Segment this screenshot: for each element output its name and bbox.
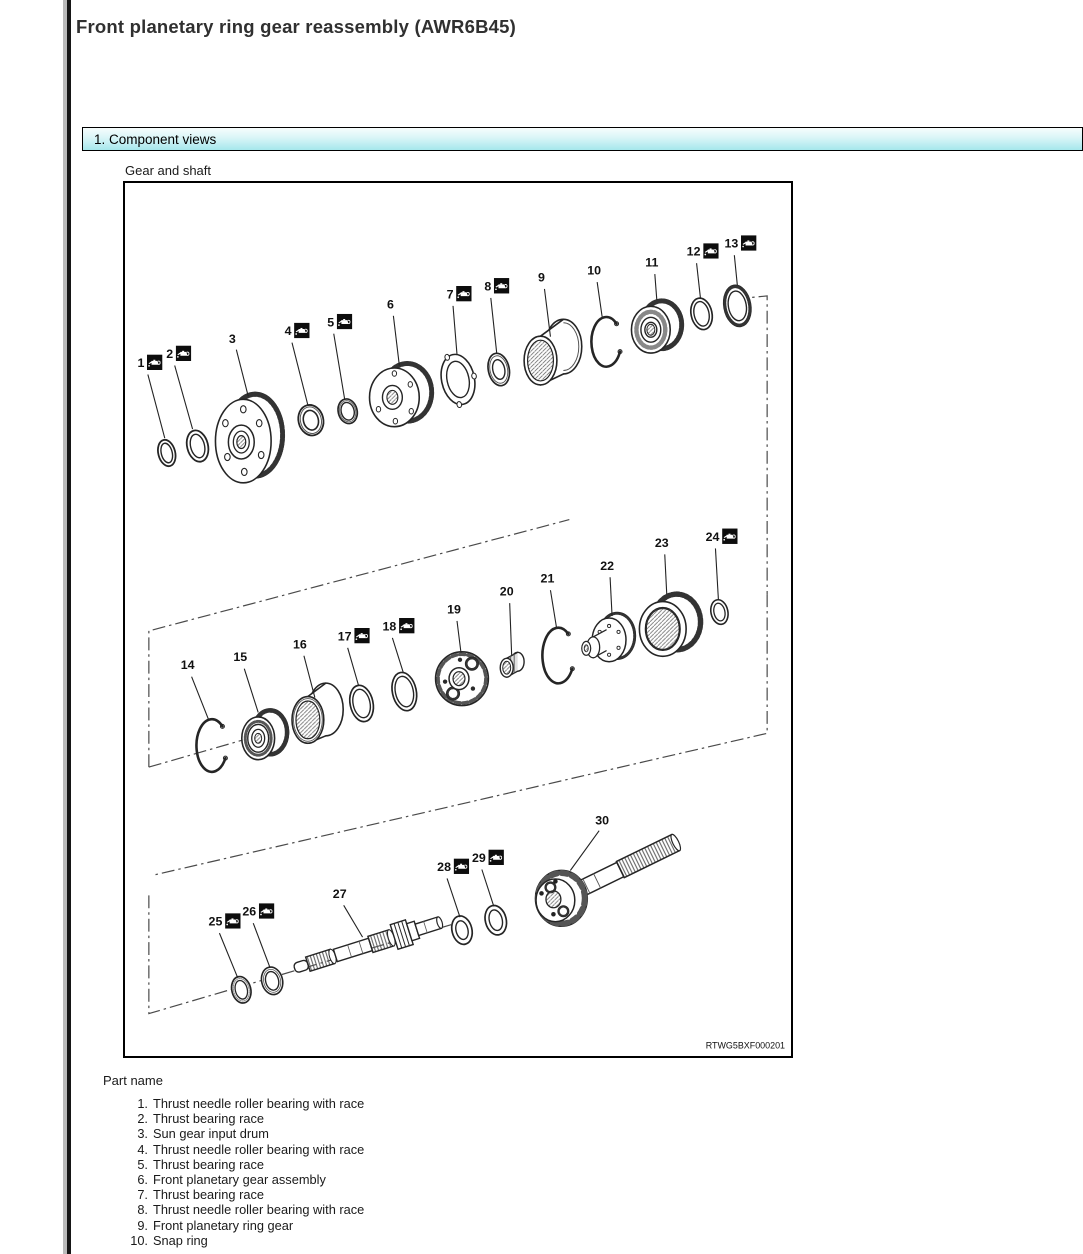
callout-leader-line	[148, 374, 165, 438]
callout-leader-line	[491, 298, 497, 354]
callout-leader-line	[544, 289, 550, 337]
section-header-bar	[82, 127, 1083, 151]
callout-number-13: 13	[724, 236, 739, 251]
part-29-race	[482, 903, 509, 937]
callout-number-6: 6	[386, 297, 394, 312]
part-list-item	[110, 1187, 364, 1202]
callout-leader-line	[253, 923, 270, 968]
callout-number-25: 25	[208, 914, 223, 929]
oil-can-icon	[454, 859, 469, 874]
part-list-item	[110, 1111, 364, 1126]
part-19-planetary-carrier	[436, 652, 489, 706]
oil-can-icon	[176, 346, 191, 361]
callout-leader-line	[453, 306, 457, 355]
oil-can-icon	[337, 314, 352, 329]
callout-number-16: 16	[293, 637, 307, 652]
callout-number-8: 8	[484, 279, 492, 294]
callout-number-15: 15	[233, 650, 248, 665]
part-name-text: Snap ring	[153, 1232, 208, 1248]
callout-leader-line	[304, 656, 315, 698]
oil-can-icon	[147, 355, 162, 370]
part-9-front-planetary-ring-gear	[524, 319, 582, 385]
callout-leader-line	[550, 590, 556, 627]
part-name-text: Sun gear input drum	[153, 1126, 269, 1142]
part-list-item	[110, 1126, 364, 1141]
part-name-text: Thrust needle roller bearing with race	[153, 1141, 365, 1157]
part-3-sun-gear-input-drum	[215, 392, 284, 482]
part-name-text: Thrust needle roller bearing with race	[153, 1096, 365, 1111]
oil-can-icon	[741, 235, 756, 250]
callout-number-23: 23	[654, 535, 669, 550]
callout-number-21: 21	[540, 571, 555, 586]
callout-number-10: 10	[587, 263, 602, 278]
part-26-washer	[259, 965, 286, 997]
callout-number-5: 5	[327, 315, 335, 330]
part-number: 1.	[137, 1096, 148, 1111]
part-list-item	[110, 1157, 364, 1172]
part-8-thrust-needle-bearing	[485, 351, 512, 387]
part-list-item	[110, 1202, 364, 1217]
frame-divider-dark	[67, 0, 71, 1254]
callout-leader-line	[393, 316, 399, 366]
part-11-bearing-gear	[631, 299, 683, 353]
callout-leader-line	[219, 933, 237, 977]
callout-leader-line	[610, 577, 612, 616]
part-1-thrust-needle-bearing	[155, 438, 178, 468]
callout-number-29: 29	[471, 851, 486, 866]
part-number: 8.	[137, 1202, 148, 1218]
part-30-output-shaft-assembly	[536, 833, 683, 926]
part-number: 7.	[137, 1187, 148, 1203]
part-24-race	[709, 598, 731, 626]
oil-can-icon	[294, 323, 309, 338]
callout-number-1: 1	[137, 356, 145, 371]
callout-number-7: 7	[446, 287, 454, 302]
callout-number-11: 11	[645, 255, 659, 270]
callout-number-30: 30	[595, 813, 610, 828]
callout-leader-line	[292, 343, 308, 406]
callout-number-24: 24	[705, 529, 720, 544]
part-7-thrust-bearing-race	[436, 349, 482, 410]
part-list-item	[110, 1142, 364, 1157]
part-22-sun-gear	[582, 613, 636, 662]
callout-leader-line	[457, 621, 461, 653]
callout-number-20: 20	[499, 584, 514, 599]
callout-number-27: 27	[332, 886, 347, 901]
part-10-snap-ring	[591, 317, 622, 367]
callout-number-19: 19	[447, 602, 461, 617]
part-number: 3.	[137, 1126, 148, 1142]
part-list-item	[110, 1233, 364, 1248]
oil-can-icon	[703, 243, 718, 258]
oil-can-icon	[354, 628, 369, 643]
callout-leader-line	[344, 905, 363, 937]
part-name-text: Thrust bearing race	[153, 1111, 264, 1127]
part-name-text: Front planetary gear assembly	[153, 1172, 326, 1188]
part-4-thrust-needle-bearing	[295, 402, 327, 438]
part-number: 10.	[130, 1232, 148, 1248]
part-name-text: Thrust bearing race	[153, 1156, 264, 1172]
part-27-input-shaft	[291, 910, 446, 981]
component-view-figure	[123, 181, 793, 1058]
part-5-thrust-bearing-race	[335, 397, 359, 426]
callout-leader-line	[447, 878, 460, 917]
callout-leader-line	[697, 263, 701, 299]
part-list-title: Part name	[103, 1073, 163, 1088]
callout-number-22: 22	[600, 558, 615, 573]
oil-can-icon	[225, 913, 240, 928]
part-list-item	[110, 1096, 364, 1111]
part-25-race	[229, 974, 254, 1005]
part-list-item	[110, 1172, 364, 1187]
callout-number-17: 17	[337, 629, 352, 644]
part-name-text: Thrust bearing race	[153, 1187, 264, 1203]
parts-artwork	[155, 283, 754, 1005]
callout-leader-line	[597, 282, 602, 317]
callout-leader-line	[236, 350, 248, 397]
callout-leader-line	[655, 274, 657, 300]
part-name-text: Thrust needle roller bearing with race	[153, 1202, 365, 1218]
callout-leader-line	[715, 548, 718, 600]
figure-code: RTWG5BXF000201	[705, 1040, 786, 1051]
callout-number-9: 9	[538, 270, 545, 285]
callout-leader-line	[334, 334, 345, 400]
part-list	[110, 1096, 364, 1248]
page-title: Front planetary ring gear reassembly (AWR6B45)	[76, 16, 516, 37]
callout-leader-line	[570, 831, 599, 871]
part-23-drum-gear	[639, 593, 702, 657]
part-list-item	[110, 1218, 364, 1233]
callout-leader-line	[510, 603, 512, 656]
part-number: 9.	[137, 1217, 148, 1233]
part-28-washer	[449, 914, 475, 947]
oil-can-icon	[494, 278, 509, 293]
callout-number-12: 12	[686, 244, 701, 259]
callout-leader-line	[244, 669, 258, 713]
part-21-snap-ring	[542, 628, 574, 684]
callout-number-18: 18	[382, 619, 397, 634]
part-number: 6.	[137, 1172, 148, 1188]
callout-number-2: 2	[166, 347, 174, 362]
part-16-ring-gear	[292, 683, 343, 743]
callout-leader-line	[482, 869, 494, 906]
part-name-text: Front planetary ring gear	[153, 1217, 294, 1233]
callout-leader-line	[175, 366, 193, 430]
oil-can-icon	[489, 850, 504, 865]
part-number: 4.	[137, 1141, 148, 1157]
part-number: 2.	[137, 1111, 148, 1127]
part-12-thrust-bearing-race	[688, 296, 715, 331]
callout-leader-line	[392, 638, 403, 673]
callout-number-4: 4	[284, 324, 292, 339]
part-2-thrust-bearing-race	[184, 428, 212, 464]
callout-number-14: 14	[180, 658, 195, 673]
oil-can-icon	[456, 286, 471, 301]
diagram-caption: Gear and shaft	[125, 163, 211, 178]
oil-can-icon	[722, 529, 737, 544]
gear-and-shaft-exploded-diagram	[125, 183, 791, 1056]
part-13-toothed-race	[720, 283, 754, 329]
callout-leader-line	[192, 677, 209, 720]
callout-number-3: 3	[228, 332, 236, 347]
callout-number-28: 28	[437, 859, 451, 874]
callout-leader-line	[734, 255, 737, 285]
oil-can-icon	[259, 903, 274, 918]
part-20-needle-bearing	[500, 652, 524, 677]
section-header-label: 1. Component views	[94, 131, 217, 147]
part-number: 5.	[137, 1156, 148, 1172]
callout-leader-line	[665, 554, 667, 594]
part-17-race	[347, 683, 377, 724]
part-15-gear-hub	[242, 709, 289, 760]
callout-number-26: 26	[242, 904, 257, 919]
callout-leader-line	[348, 648, 359, 686]
oil-can-icon	[399, 618, 414, 633]
part-18-race	[389, 670, 420, 713]
part-6-front-planetary-gear-assembly	[370, 362, 434, 427]
